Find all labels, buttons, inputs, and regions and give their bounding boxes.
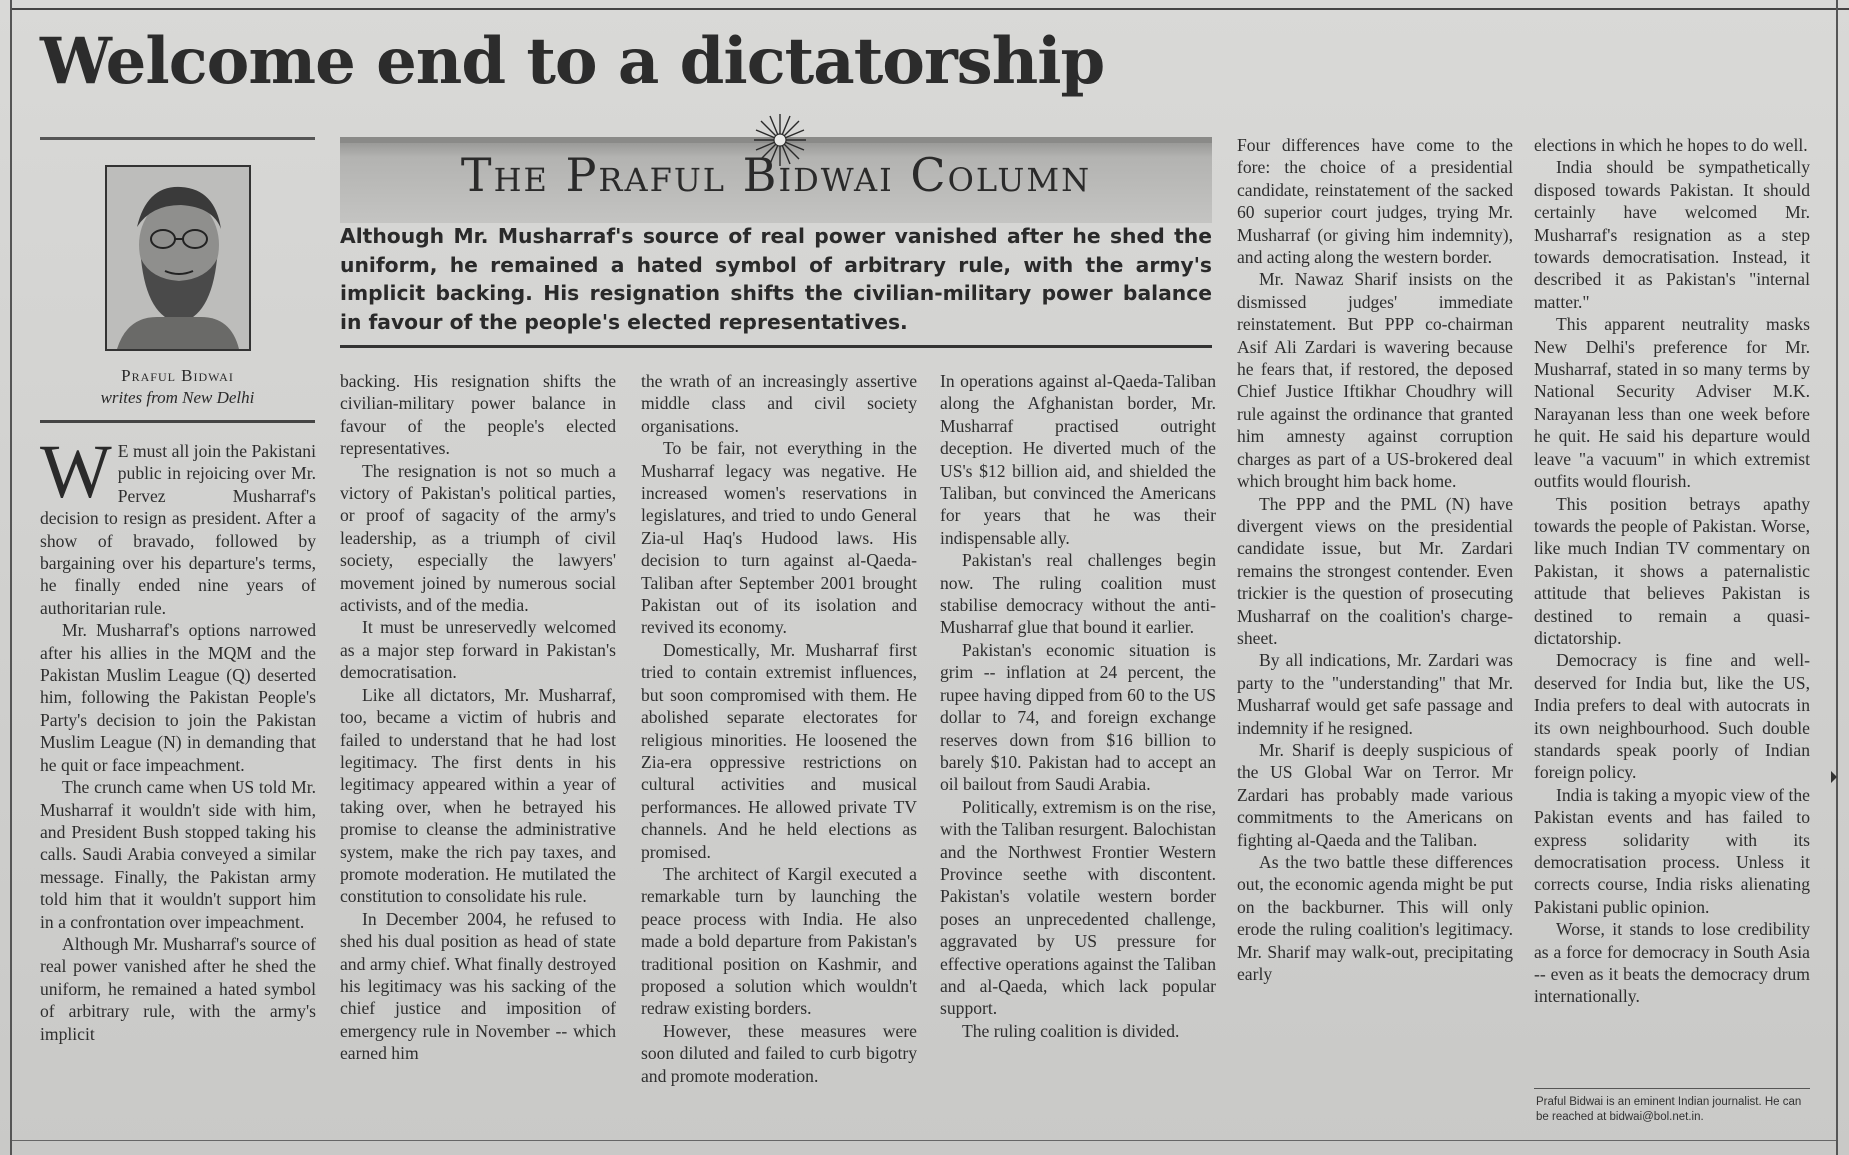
headline: Welcome end to a dictatorship — [40, 24, 1105, 99]
col5-paragraph-2: Mr. Nawaz Sharif insists on the dismissed judges' immediate reinstatement. But PPP co-chairman Asif Ali Zardari is wavering because he fears that, if restored, the deposed Chief Justice Iftikhar Choudhry will rule against the ordinance that granted him amnesty against corruption charges as part of a US-brokered deal which brought him back home. — [1237, 269, 1513, 492]
page-border-bottom — [12, 1140, 1836, 1141]
col1-paragraph-3: The crunch came when US told Mr. Musharraf it wouldn't side with him, and President Bush stopped taking his calls. Saudi Arabia conveyed a similar message. Finally, the Pakistan army told him that it wouldn't support him in a confrontation over impeachment. — [40, 777, 316, 932]
col2-paragraph-2: The resignation is not so much a victory of Pakistan's political parties, or proof of sagacity of the army's leadership, as a triumph of civil society, especially the lawyers' movement joined by numerous social activists, and of the media. — [340, 460, 616, 616]
col4-paragraph-1: In operations against al-Qaeda-Taliban along the Afghanistan border, Mr. Musharraf practised outright deception. He diverted much of the US's $12 billion aid, and shielded the Taliban, but convinced the Americans for years that he was their indispensable ally. — [940, 371, 1216, 548]
author-box-bottom-rule — [40, 420, 315, 423]
col6-paragraph-1: elections in which he hopes to do well. — [1534, 135, 1808, 155]
author-footnote: Praful Bidwai is an eminent Indian journalist. He can be reached at bidwai@bol.net.in. — [1536, 1096, 1802, 1123]
col3-paragraph-4: The architect of Kargil executed a remarkable turn by launching the peace process with India. He also made a bold departure from Pakistan's traditional position on Kashmir, and proposed a solution which wouldn't redraw existing borders. — [641, 863, 917, 1019]
col2-paragraph-3: It must be unreservedly welcomed as a major step forward in Pakistan's democratisation. — [340, 617, 616, 683]
col2-paragraph-5: In December 2004, he refused to shed his dual position as head of state and army chief. What finally destroyed his legitimacy was his sacking of the chief justice and imposition of emergency rule in November -- which earned him — [340, 908, 616, 1064]
page-border-top — [12, 8, 1849, 10]
col1-paragraph-1 — [40, 430, 316, 619]
col6-paragraph-6: India is taking a myopic view of the Pakistan events and has failed to express solidarity with its democratisation process. Unless it corrects course, India risks alienating Pakistani public opinion. — [1534, 784, 1810, 917]
article-column-6 — [1534, 134, 1810, 1008]
page-border-right — [1836, 0, 1838, 1155]
col4-paragraph-3: Pakistan's economic situation is grim -- inflation at 24 percent, the rupee having dipped from 60 to the US dollar to 74, and foreign exchange reserves down from $16 billion to barely $10. Pakistan had to accept an oil bailout from Saudi Arabia. — [940, 639, 1216, 795]
page-mark-icon — [1829, 770, 1839, 784]
footnote-rule — [1534, 1088, 1810, 1089]
col4-paragraph-4: Politically, extremism is on the rise, with the Taliban resurgent. Balochistan and the Northwest Frontier Western Province seethe with discontent. Pakistan's volatile western border poses an unprecedented challenge, aggravated by US pressure for effective operations against the Taliban and al-Qaeda, which lack popular support. — [940, 796, 1216, 1019]
article-column-1 — [40, 430, 316, 1045]
col6-paragraph-3: This apparent neutrality masks New Delhi's preference for Mr. Musharraf, stated in so many terms by National Security Adviser M.K. Narayanan less than one week before he quit. He said his departure would leave "a vacuum" in which extremist outfits would flourish. — [1534, 314, 1810, 492]
col5-paragraph-3: The PPP and the PML (N) have divergent views on the presidential candidate issue, but Mr. Zardari remains the strongest contender. Even trickier is the question of prosecuting Musharraf on the coalition's charge-sheet. — [1237, 493, 1513, 648]
col5-paragraph-4: By all indications, Mr. Zardari was party to the "understanding" that Mr. Musharraf would get safe passage and indemnity if he resigned. — [1237, 650, 1513, 738]
col6-paragraph-7: Worse, it stands to lose credibility as a force for democracy in South Asia -- even as it beats the democracy drum internationally. — [1534, 919, 1810, 1007]
article-column-4 — [940, 370, 1216, 1042]
col3-paragraph-2: To be fair, not everything in the Musharraf legacy was negative. He increased women's reservations in legislatures, and tried to undo General Zia-ul Haq's Hudood laws. His decision to turn against al-Qaeda-Taliban after September 2001 brought Pakistan out of its isolation and revived its economy. — [641, 438, 917, 638]
col5-paragraph-1: Four differences have come to the fore: the choice of a presidential candidate, reinstatement of the sacked 60 superior court judges, trying Mr. Musharraf (or giving him indemnity), and acting along the western border. — [1237, 135, 1513, 268]
col5-paragraph-5: Mr. Sharif is deeply suspicious of the US Global War on Terror. Mr Zardari has probably made various commitments to the Americans on fighting al-Qaeda and the Taliban. — [1237, 739, 1513, 850]
article-deck: Although Mr. Musharraf's source of real power vanished after he shed the uniform, he remained a hated symbol of arbitrary rule, with the army's implicit backing. His resignation shifts the civilian-military power balance in favour of the people's elected representatives. — [340, 224, 1212, 334]
col5-paragraph-6: As the two battle these differences out, the economic agenda might be put on the backburner. This will only erode the ruling coalition's legitimacy. Mr. Sharif may walk-out, precipitating early — [1237, 852, 1513, 985]
deck-rule — [340, 345, 1212, 348]
col6-paragraph-4: This position betrays apathy towards the people of Pakistan. Worse, like much Indian TV commentary on Pakistan, it shows a paternalistic attitude that believes Pakistan is destined to remain a quasi-dictatorship. — [1534, 493, 1810, 648]
col6-paragraph-2: India should be sympathetically disposed towards Pakistan. It should certainly have welcomed Mr. Musharraf's resignation as a step towards democratisation. Instead, it described it as Pakistan's "internal matter." — [1534, 157, 1810, 312]
column-title — [340, 148, 1212, 202]
page-border-left — [10, 0, 12, 1155]
drop-cap: W — [40, 430, 112, 514]
col6-paragraph-5: Democracy is fine and well-deserved for India but, like the US, India prefers to deal with autocrats in its own neighbourhood. Such double standards speak poorly of Indian foreign policy. — [1534, 650, 1810, 783]
col3-paragraph-3: Domestically, Mr. Musharraf first tried to contain extremist influences, but soon compromised with them. He abolished separate electorates for religious minorities. He loosened the Zia-era oppressive restrictions on cultural activities and musical performances. He allowed private TV channels. And he held elections as promised. — [641, 639, 917, 862]
author-dateline: writes from New Delhi — [100, 388, 255, 407]
col2-paragraph-1: backing. His resignation shifts the civilian-military power balance in favour of the people's elected representatives. — [340, 371, 616, 459]
author-box-top-rule — [40, 137, 315, 140]
author-name: Praful Bidwai — [121, 366, 234, 385]
col2-paragraph-4: Like all dictators, Mr. Musharraf, too, became a victim of hubris and failed to understand that he had lost legitimacy. The first dents in his legitimacy appeared within a year of taking over, when he betrayed his promise to cleanse the administrative system, make the rich pay taxes, and promote moderation. He mutilated the constitution to consolidate his rule. — [340, 684, 616, 907]
col1-paragraph-1-text: E must all join the Pakistani public in rejoicing over Mr. Pervez Musharraf's decision to resign as president. After a show of bravado, followed by bargaining over his departure's terms, he finally ended nine years of authoritarian rule. — [40, 441, 316, 618]
author-photo — [105, 165, 251, 351]
col1-paragraph-2: Mr. Musharraf's options narrowed after his allies in the MQM and the Pakistan Muslim League (Q) deserted him, following the Pakistan People's Party's decision to join the Pakistan Muslim League (N) in demanding that he quit or face impeachment. — [40, 620, 316, 775]
article-column-2 — [340, 370, 616, 1065]
col4-paragraph-5: The ruling coalition is divided. — [962, 1020, 1180, 1041]
article-column-3 — [641, 370, 917, 1087]
col1-paragraph-4: Although Mr. Musharraf's source of real power vanished after he shed the uniform, he remained a hated symbol of arbitrary rule, with the army's implicit — [40, 933, 316, 1044]
column-title-text: The Praful Bidwai Column — [460, 148, 1092, 202]
col3-paragraph-1: the wrath of an increasingly assertive middle class and civil society organisations. — [641, 371, 917, 436]
article-column-5 — [1237, 134, 1513, 985]
col4-paragraph-2: Pakistan's real challenges begin now. The ruling coalition must stabilise democracy without the anti-Musharraf glue that bound it earlier. — [940, 550, 1216, 638]
col3-paragraph-5: However, these measures were soon diluted and failed to curb bigotry and promote moderation. — [641, 1020, 917, 1086]
author-portrait-image — [107, 167, 249, 349]
